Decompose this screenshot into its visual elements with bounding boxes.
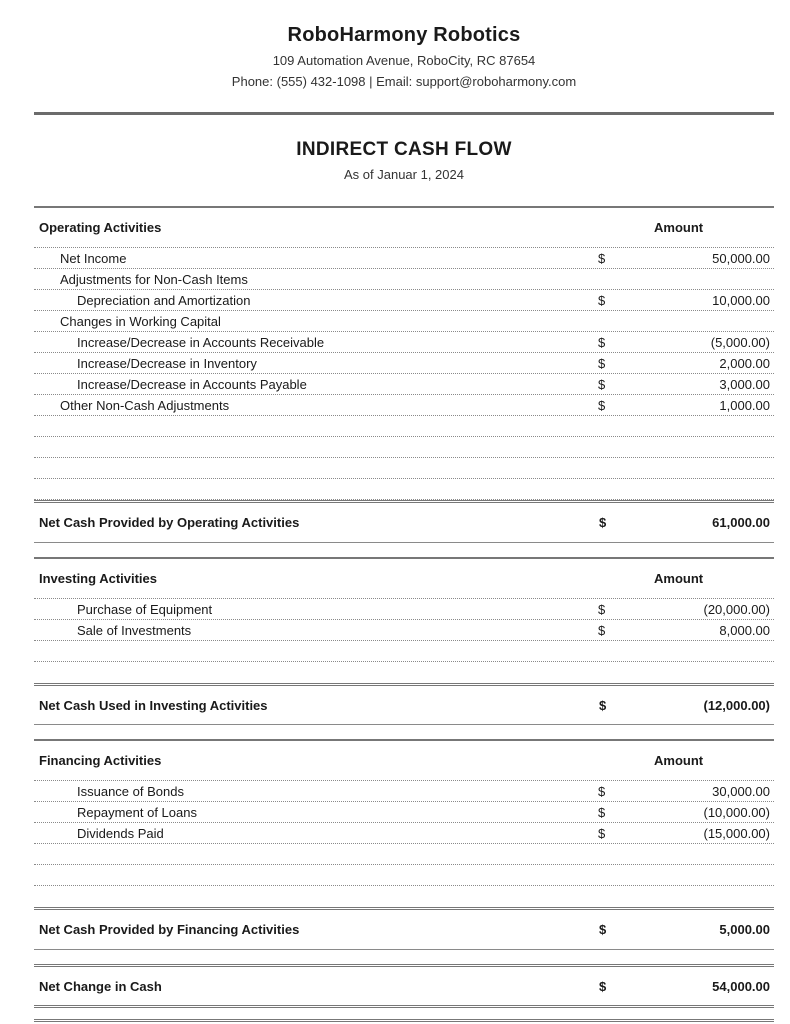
row-value: 30,000.00 xyxy=(712,783,770,799)
financing-total-row xyxy=(34,909,774,949)
row-label: Other Non-Cash Adjustments xyxy=(60,397,230,413)
row-label: Purchase of Equipment xyxy=(77,601,213,617)
financing-total-currency: $ xyxy=(599,921,607,937)
net-change-currency: $ xyxy=(599,978,607,994)
table-row xyxy=(34,374,774,395)
financing-header xyxy=(34,741,774,781)
table-row xyxy=(34,332,774,353)
row-label: Dividends Paid xyxy=(77,825,164,841)
investing-heading: Investing Activities xyxy=(39,571,157,586)
row-currency: $ xyxy=(598,601,606,617)
operating-amount-heading: Amount xyxy=(654,220,704,235)
row-label: Repayment of Loans xyxy=(77,804,197,820)
investing-total-currency: $ xyxy=(599,697,607,713)
net-change-row xyxy=(34,966,774,1006)
empty-row xyxy=(34,437,774,458)
row-label: Increase/Decrease in Inventory xyxy=(77,355,257,371)
row-value: 3,000.00 xyxy=(719,376,770,392)
row-value: (5,000.00) xyxy=(710,334,770,350)
table-row xyxy=(34,290,774,311)
row-currency: $ xyxy=(598,334,606,350)
empty-row xyxy=(34,641,774,662)
operating-total-currency: $ xyxy=(599,514,607,530)
operating-total-row xyxy=(34,502,774,542)
empty-row xyxy=(34,416,774,437)
row-label: Increase/Decrease in Accounts Receivable xyxy=(77,334,325,350)
row-value: 1,000.00 xyxy=(719,397,770,413)
report-title: INDIRECT CASH FLOW xyxy=(296,139,512,160)
row-value: 8,000.00 xyxy=(719,622,770,638)
investing-section xyxy=(34,559,774,662)
financing-section xyxy=(34,741,774,886)
investing-header xyxy=(34,559,774,599)
operating-bottom-rule xyxy=(34,542,774,543)
financing-heading: Financing Activities xyxy=(39,753,162,768)
empty-row xyxy=(34,458,774,479)
investing-total-label: Net Cash Used in Investing Activities xyxy=(39,697,268,713)
page-bottom-rule xyxy=(34,1019,774,1022)
net-change-label: Net Change in Cash xyxy=(39,978,162,994)
row-currency: $ xyxy=(598,804,606,820)
operating-section xyxy=(34,208,774,500)
row-value: 10,000.00 xyxy=(712,292,770,308)
investing-amount-heading: Amount xyxy=(654,571,704,586)
row-label: Depreciation and Amortization xyxy=(77,292,251,308)
operating-heading: Operating Activities xyxy=(39,220,162,235)
financing-amount-heading: Amount xyxy=(654,753,704,768)
row-label: Net Income xyxy=(60,250,127,266)
row-currency: $ xyxy=(598,250,606,266)
report-title-block xyxy=(0,137,790,187)
investing-total-row xyxy=(34,685,774,725)
operating-header xyxy=(34,208,774,248)
table-row xyxy=(34,311,774,332)
row-currency: $ xyxy=(598,292,606,308)
row-label: Changes in Working Capital xyxy=(60,313,221,329)
row-currency: $ xyxy=(598,783,606,799)
investing-bottom-rule xyxy=(34,724,774,725)
table-row xyxy=(34,599,774,620)
row-value: (10,000.00) xyxy=(703,804,770,820)
row-label: Adjustments for Non-Cash Items xyxy=(60,271,248,287)
empty-row xyxy=(34,865,774,886)
net-change-bottom-rule xyxy=(34,1005,774,1008)
row-value: (15,000.00) xyxy=(703,825,770,841)
row-currency: $ xyxy=(598,622,606,638)
table-row xyxy=(34,395,774,416)
operating-total-label: Net Cash Provided by Operating Activities xyxy=(39,514,300,530)
row-currency: $ xyxy=(598,825,606,841)
financing-bottom-rule xyxy=(34,949,774,950)
row-currency: $ xyxy=(598,376,606,392)
row-label: Issuance of Bonds xyxy=(77,783,184,799)
financing-total-label: Net Cash Provided by Financing Activities xyxy=(39,921,300,937)
table-row xyxy=(34,620,774,641)
company-address: 109 Automation Avenue, RoboCity, RC 87654 xyxy=(272,53,536,68)
company-contact: Phone: (555) 432-1098 | Email: support@roboharmony.com xyxy=(231,74,577,89)
row-currency: $ xyxy=(598,355,606,371)
row-value: 2,000.00 xyxy=(719,355,770,371)
empty-row xyxy=(34,844,774,865)
row-currency: $ xyxy=(598,397,606,413)
table-row xyxy=(34,781,774,802)
company-name: RoboHarmony Robotics xyxy=(287,24,521,46)
table-row xyxy=(34,823,774,844)
table-row xyxy=(34,353,774,374)
table-row xyxy=(34,269,774,290)
row-label: Increase/Decrease in Accounts Payable xyxy=(77,376,307,392)
header-divider xyxy=(34,112,774,115)
table-row xyxy=(34,802,774,823)
row-label: Sale of Investments xyxy=(77,622,192,638)
financing-total-value: 5,000.00 xyxy=(719,921,770,937)
operating-total-value: 61,000.00 xyxy=(712,514,770,530)
net-change-value: 54,000.00 xyxy=(712,978,770,994)
row-value: 50,000.00 xyxy=(712,250,770,266)
report-date: As of Januar 1, 2024 xyxy=(344,167,464,182)
empty-row xyxy=(34,479,774,500)
investing-total-value: (12,000.00) xyxy=(703,697,770,713)
table-row xyxy=(34,248,774,269)
row-value: (20,000.00) xyxy=(703,601,770,617)
company-header xyxy=(0,20,790,92)
